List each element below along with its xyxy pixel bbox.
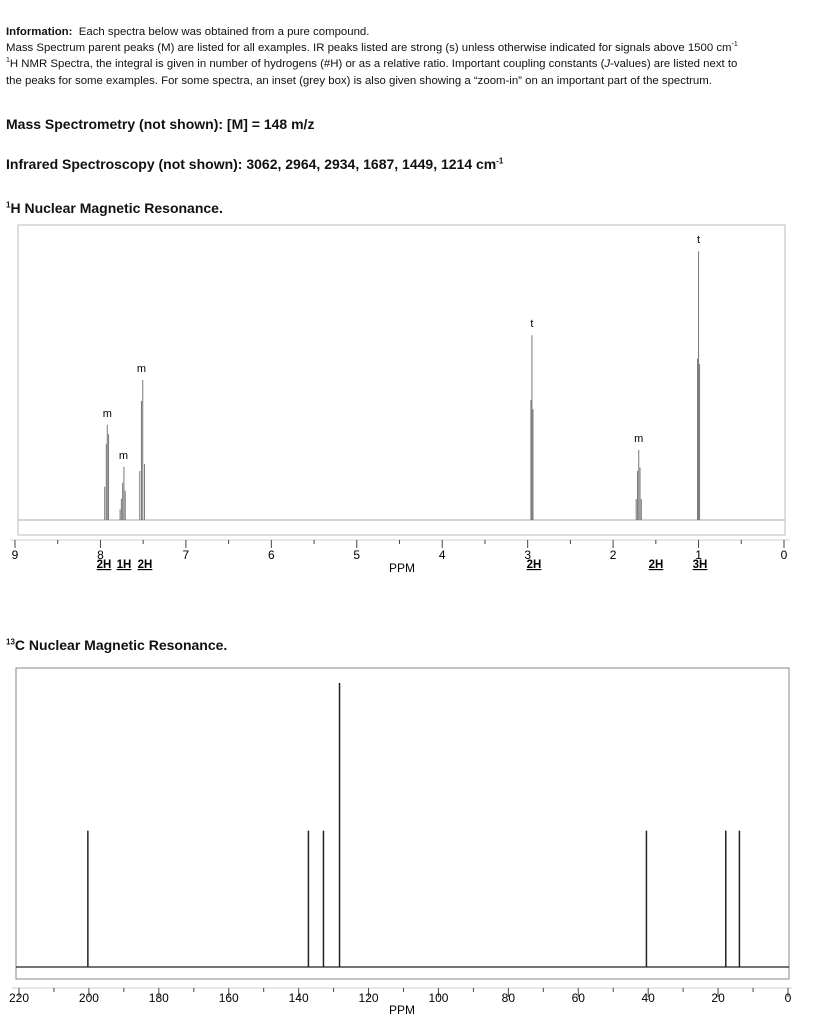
hnmr-peaks [102,251,700,520]
hnmr-multiplicity-label: m [102,407,112,420]
info-line-2 [6,40,821,56]
hnmr-tick-label: 6 [267,548,275,562]
hnmr-tick-label: 2 [609,548,617,562]
cnmr-tick-label: 200 [78,991,99,1005]
hnmr-tick-label: 8 [97,548,104,562]
hnmr-heading-sup: 1 [6,200,11,210]
cnmr-tick-label: 20 [711,991,725,1005]
ir-heading-text: Infrared Spectroscopy (not shown): 3062, 2964, 2934, 1687, 1449, 1214 cm [6,156,497,172]
cnmr-xlabel: PPM [388,1003,416,1017]
hnmr-peak [140,380,145,520]
hnmr-tick-label: 1 [695,548,702,562]
info-line-1 [6,24,821,40]
hnmr-heading-text: H Nuclear Magnetic Resonance. [10,200,223,216]
info-line-4-text: the peaks for some examples. For some spectra, an inset (grey box) is also given showing a “zoom-in” on an important part of the spectrum. [6,74,712,87]
hnmr-integral-label: 2H [137,559,153,571]
mass-spec-heading: Mass Spectrometry (not shown): [M] = 148 m/z [6,116,315,132]
hnmr-integral-label: 2H [96,559,112,571]
cnmr-spectrum [0,660,829,1024]
cnmr-tick-label: 180 [148,991,169,1005]
cnmr-tick-label: 140 [288,991,309,1005]
hnmr-peak [105,425,109,520]
hnmr-integral-label: 2H [526,559,542,571]
cnmr-heading-sup: 13 [6,637,15,647]
info-line-3-j: J [604,58,611,71]
hnmr-multiplicity-label: m [634,433,644,445]
cnmr-tick-label: 120 [358,991,379,1005]
cnmr-tick-label: 100 [428,991,449,1005]
hnmr-xlabel: PPM [388,561,416,575]
info-line-2-sup: -1 [731,41,738,49]
info-line-2-text: Mass Spectrum parent peaks (M) are listed for all examples. IR peaks listed are strong (s) unless otherwise indicated for signals above 1500 cm [6,42,732,55]
info-label: Information: [6,26,73,38]
cnmr-frame [16,668,789,979]
cnmr-tick-label: 0 [784,991,792,1005]
ir-heading-sup: -1 [496,156,504,166]
hnmr-multiplicity-label: m [136,363,147,375]
ir-heading [6,156,503,172]
hnmr-heading [6,200,223,216]
cnmr-tick-label: 60 [571,991,585,1005]
hnmr-tick-label: 4 [438,548,446,562]
hnmr-tick-label: 5 [353,548,361,562]
info-line-3-text: H NMR Spectra, the integral is given in number of hydrogens (#H) or as a relative ratio. Important coupling constants ( [9,58,605,71]
hnmr-multiplicity-label: m [118,449,129,462]
hnmr-frame [18,225,785,535]
info-line-1-text: Each spectra below was obtained from a pure compound. [78,26,370,38]
info-line-4 [6,73,821,89]
cnmr-heading [6,637,227,653]
hnmr-multiplicity-label: t [530,318,534,331]
hnmr-tick-label: 0 [780,548,788,562]
hnmr-multiplicity-label: t [697,234,701,247]
cnmr-tick-label: 40 [641,991,655,1005]
hnmr-tick-label: 9 [11,548,19,562]
info-line-3-end: -values) are listed next to [610,58,738,71]
cnmr-tick-label: 160 [218,991,239,1005]
hnmr-integral-label: 2H [648,559,664,571]
hnmr-tick-label: 3 [524,548,532,562]
hnmr-peak [120,467,125,520]
cnmr-tick-label: 80 [501,991,516,1005]
cnmr-heading-text: C Nuclear Magnetic Resonance. [14,637,228,653]
hnmr-integral-label: 1H [116,559,132,571]
hnmr-spectrum [0,215,829,585]
hnmr-integral-label: 3H [692,559,708,571]
hnmr-peak [698,251,700,520]
info-line-3 [6,56,821,72]
info-line-3-sup: 1 [6,57,10,65]
cnmr-peaks [88,683,740,967]
hnmr-peak [531,335,533,520]
hnmr-peak [636,450,641,520]
cnmr-tick-label: 220 [8,991,30,1005]
hnmr-tick-label: 7 [182,548,190,562]
information-paragraph [6,24,821,89]
